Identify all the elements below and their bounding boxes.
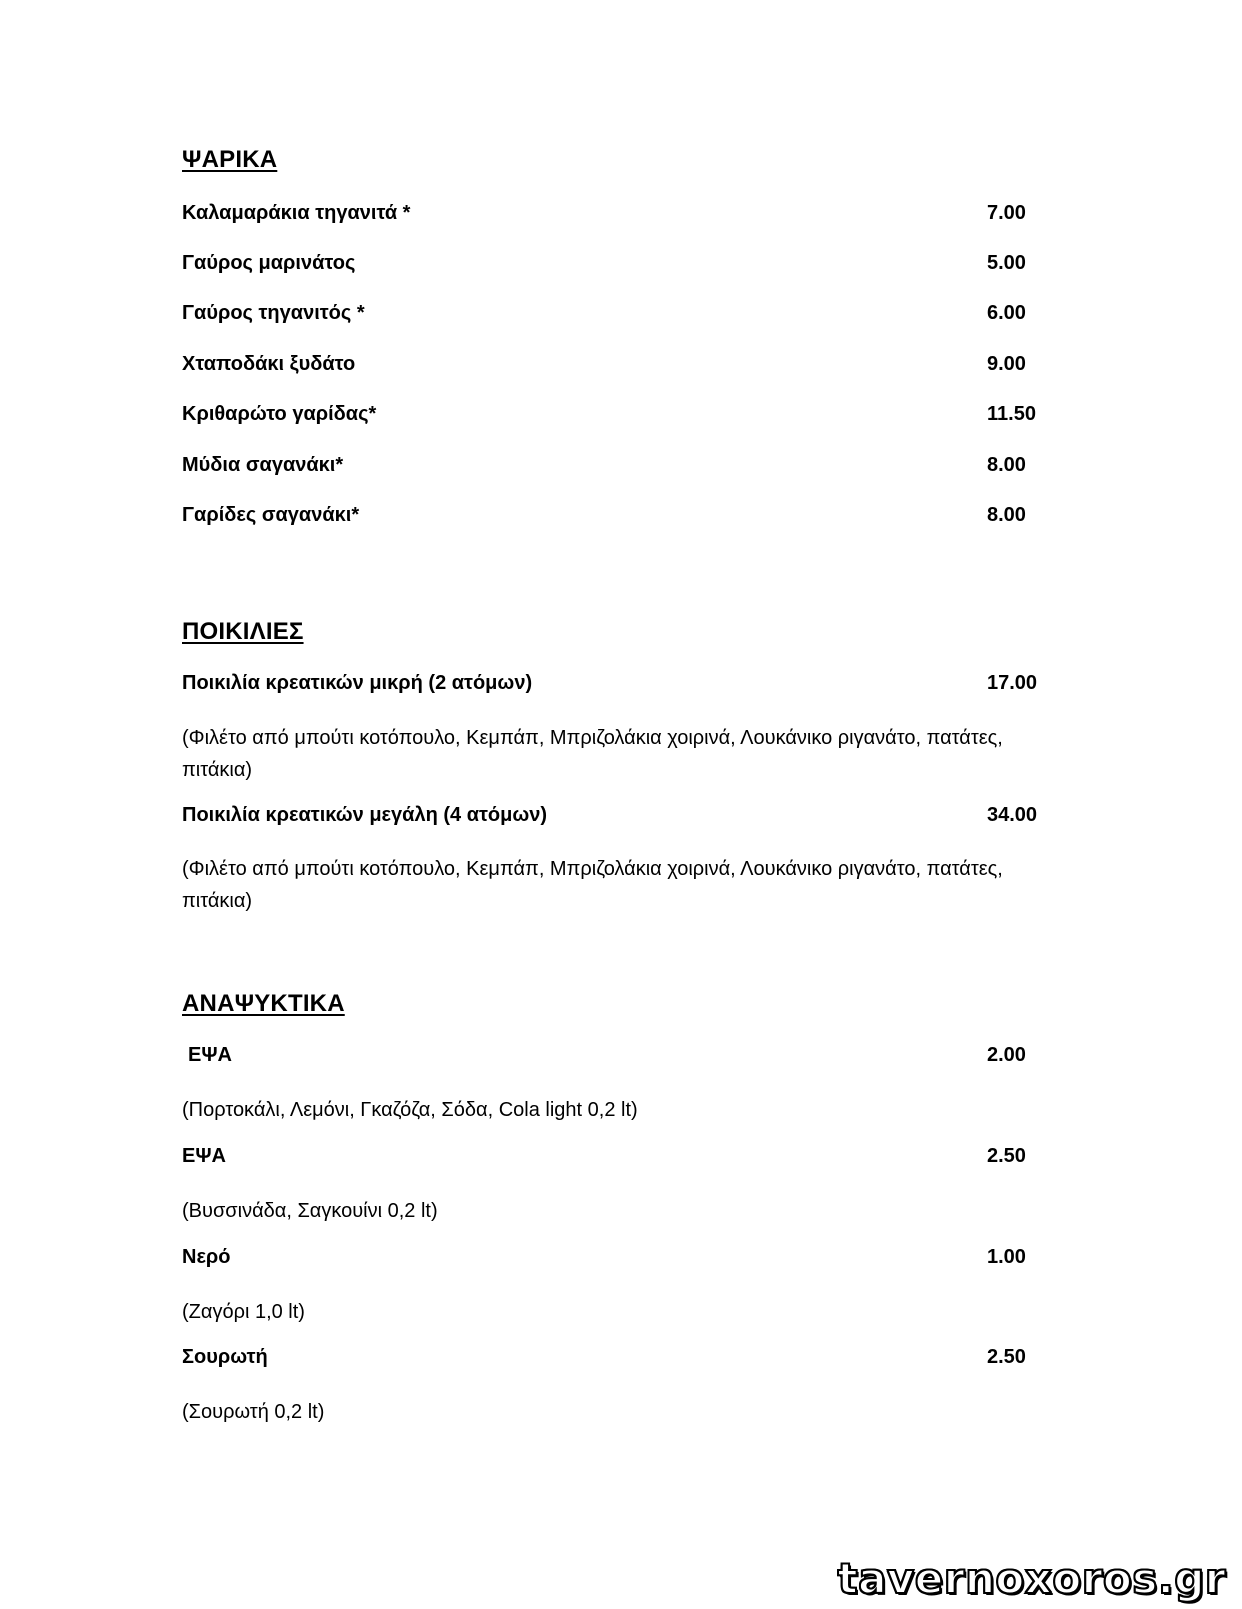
item-price: 2.50 [987, 1145, 1026, 1167]
item-name: Γαύρος τηγανιτός * [182, 302, 365, 324]
item-name: Καλαμαράκια τηγανιτά * [182, 202, 411, 224]
menu-item [182, 454, 1042, 484]
item-name: ΕΨΑ [182, 1145, 226, 1167]
item-price: 9.00 [987, 353, 1026, 375]
menu-item [182, 353, 1042, 383]
item-description: (Ζαγόρι 1,0 lt) [182, 1301, 305, 1323]
menu-item [182, 1044, 1042, 1074]
item-name: Ποικιλία κρεατικών μικρή (2 ατόμων) [182, 672, 533, 694]
item-price: 8.00 [987, 504, 1026, 526]
item-price: 17.00 [987, 672, 1038, 694]
menu-item [182, 672, 1042, 702]
menu-item [182, 403, 1042, 433]
item-description: (Πορτοκάλι, Λεμόνι, Γκαζόζα, Σόδα, Cola light 0,2 lt) [182, 1099, 638, 1121]
item-price: 8.00 [987, 454, 1026, 476]
item-price: 7.00 [987, 202, 1026, 224]
item-name: Κριθαρώτο γαρίδας* [182, 403, 377, 425]
item-name: Γαύρος μαρινάτος [182, 252, 356, 274]
item-name: Χταποδάκι ξυδάτο [182, 353, 356, 375]
menu-item [182, 252, 1042, 282]
item-name: Γαρίδες σαγανάκι* [182, 504, 360, 526]
item-description: (Βυσσινάδα, Σαγκουίνι 0,2 lt) [182, 1200, 438, 1222]
item-price: 6.00 [987, 302, 1026, 324]
item-description: (Φιλέτο από μπούτι κοτόπουλο, Κεμπάπ, Μπριζολάκια χοιρινά, Λουκάνικο ριγανάτο, πατάτες, πιτάκια) [182, 858, 1003, 912]
section-title-soft-drinks: ΑΝΑΨΥΚΤΙΚΑ [182, 990, 345, 1017]
item-price: 11.50 [987, 403, 1036, 425]
menu-item [182, 1246, 1042, 1276]
menu-item [182, 804, 1042, 834]
item-description: (Σουρωτή 0,2 lt) [182, 1401, 325, 1423]
item-price: 5.00 [987, 252, 1026, 274]
item-name: Σουρωτή [182, 1346, 268, 1368]
item-price: 1.00 [987, 1246, 1026, 1268]
item-name: Νερό [182, 1246, 231, 1268]
menu-item [182, 202, 1042, 232]
item-price: 2.50 [987, 1346, 1026, 1368]
item-name: Μύδια σαγανάκι* [182, 454, 344, 476]
menu-item [182, 302, 1042, 332]
item-name: Ποικιλία κρεατικών μεγάλη (4 ατόμων) [182, 804, 548, 826]
section-title-fish: ΨΑΡΙΚΑ [182, 146, 278, 173]
watermark-logo: tavernoxoros.gr [837, 1554, 1226, 1603]
item-name: ΕΨΑ [188, 1044, 232, 1066]
menu-item [182, 1145, 1042, 1175]
section-title-platters: ΠΟΙΚΙΛΙΕΣ [182, 618, 304, 645]
item-description: (Φιλέτο από μπούτι κοτόπουλο, Κεμπάπ, Μπριζολάκια χοιρινά, Λουκάνικο ριγανάτο, πατάτες, πιτάκια) [182, 727, 1003, 781]
menu-item [182, 1346, 1042, 1376]
menu-item [182, 504, 1042, 534]
item-price: 2.00 [987, 1044, 1026, 1066]
item-price: 34.00 [987, 804, 1038, 826]
